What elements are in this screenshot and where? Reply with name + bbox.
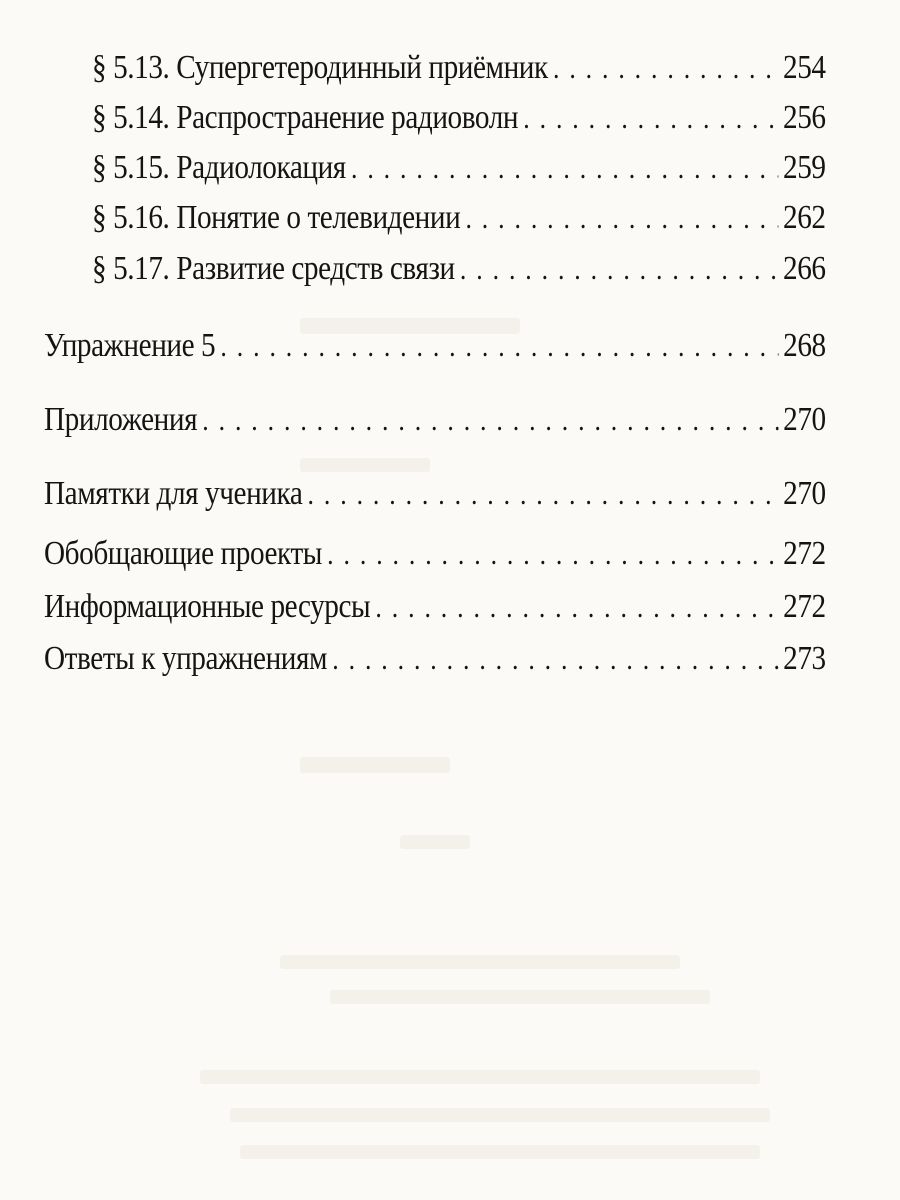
toc-entry-title: Приложения [44,401,198,438]
bleed-through-mark [300,458,430,472]
toc-entry-title: § 5.16. Понятие о телевидении [92,199,461,236]
toc-entry-page: 259 [783,149,826,186]
toc-entry-page: 272 [783,535,826,572]
bleed-through-mark [200,1070,760,1084]
dot-leader [351,149,778,189]
toc-entry-page: 270 [783,475,826,512]
toc-entry-answers[interactable] [44,639,826,680]
toc-entry-student-memos[interactable] [44,474,826,515]
toc-entry-5-17[interactable] [92,249,826,290]
toc-entry-page: 273 [783,640,826,677]
toc-entry-page: 272 [783,588,826,625]
toc-entry-title: § 5.13. Супергетеродинный приёмник [92,49,548,86]
dot-leader [332,640,778,680]
toc-entry-title: § 5.17. Развитие средств связи [92,250,455,287]
toc-entry-page: 270 [783,401,826,438]
bleed-through-mark [240,1145,760,1159]
bleed-through-mark [400,835,470,849]
toc-entry-summary-projects[interactable] [44,534,826,575]
dot-leader [553,49,778,89]
toc-entry-page: 256 [783,99,826,136]
bleed-through-mark [230,1108,770,1122]
dot-leader [523,99,778,139]
toc-entry-title: Ответы к упражнениям [44,640,328,677]
toc-entry-title: § 5.15. Радиолокация [92,149,346,186]
dot-leader [375,588,778,628]
dot-leader [465,199,777,239]
dot-leader [460,250,778,290]
bleed-through-mark [330,990,710,1004]
toc-entry-page: 254 [783,49,826,86]
dot-leader [327,535,778,575]
dot-leader [220,327,778,367]
toc-entry-title: Памятки для ученика [44,475,303,512]
toc-entry-page: 266 [783,250,826,287]
toc-entry-title: Обобщающие проекты [44,535,323,572]
toc-entry-page: 268 [783,327,826,364]
dot-leader [202,401,778,441]
toc-entry-appendices[interactable] [44,400,826,441]
toc-entry-5-15[interactable] [92,148,826,189]
toc-entry-5-16[interactable] [92,198,826,239]
toc-entry-5-13[interactable] [92,48,826,89]
bleed-through-mark [300,757,450,773]
toc-entry-title: Упражнение 5 [44,327,216,364]
bleed-through-mark [280,955,680,969]
toc-entry-title: Информационные ресурсы [44,588,371,625]
toc-entry-5-14[interactable] [92,98,826,139]
toc-entry-title: § 5.14. Распространение радиоволн [92,99,519,136]
dot-leader [308,475,778,515]
toc-entry-exercise-5[interactable] [44,326,826,367]
toc-entry-page: 262 [783,199,826,236]
toc-entry-info-resources[interactable] [44,587,826,628]
